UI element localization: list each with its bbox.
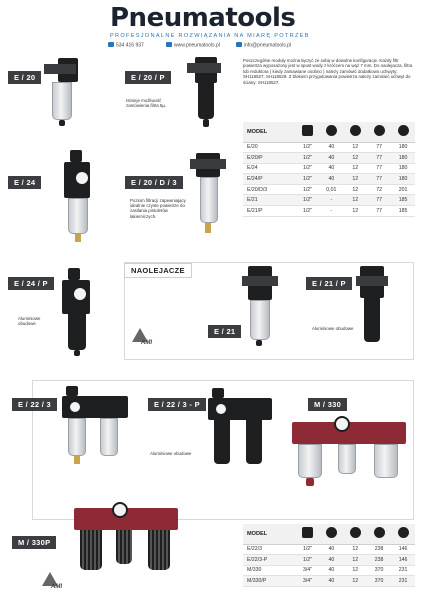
website-contact[interactable] bbox=[166, 42, 220, 49]
table-cell: 185 bbox=[391, 195, 415, 206]
table-cell: M/330/P bbox=[243, 576, 296, 587]
table-cell: 72 bbox=[367, 184, 391, 195]
email-contact[interactable] bbox=[236, 42, 291, 49]
table-cell: 40 bbox=[319, 576, 343, 587]
table-cell: 12 bbox=[343, 142, 367, 153]
label-e20d3: E / 20 / D / 3 bbox=[125, 176, 183, 189]
table-cell: 1/2" bbox=[296, 153, 320, 164]
table-row bbox=[243, 206, 415, 217]
note-e21p: Aluminiowe obudowe bbox=[312, 326, 354, 331]
phone-contact bbox=[108, 42, 144, 49]
table-cell: 238 bbox=[367, 544, 391, 555]
pressure-icon bbox=[350, 527, 361, 538]
table-cell: E/21 bbox=[243, 195, 296, 206]
label-naolejacze: NAOLEJACZE bbox=[124, 263, 192, 278]
table-row bbox=[243, 184, 415, 195]
thread-header bbox=[296, 122, 320, 142]
table-cell: E/21/P bbox=[243, 206, 296, 217]
product-image-e223p bbox=[208, 388, 276, 480]
table-cell: 12 bbox=[343, 153, 367, 164]
table-cell: 146 bbox=[391, 555, 415, 566]
table-cell: 12 bbox=[343, 174, 367, 185]
table-cell: 0,01 bbox=[319, 184, 343, 195]
globe-icon bbox=[166, 42, 172, 47]
phone-icon bbox=[108, 42, 114, 47]
table-cell: 77 bbox=[367, 153, 391, 164]
ami-logo-bottom: AMI bbox=[42, 572, 72, 592]
table-cell: 1/2" bbox=[296, 206, 320, 217]
note-e223p: Aluminiowe obudowe bbox=[150, 451, 192, 456]
mail-icon bbox=[236, 42, 242, 47]
table-cell: 77 bbox=[367, 174, 391, 185]
table-cell: - bbox=[319, 206, 343, 217]
spec-table-filters-body bbox=[243, 142, 415, 216]
spec-table-combo bbox=[243, 524, 415, 587]
height-header bbox=[367, 524, 391, 544]
height-icon bbox=[374, 125, 385, 136]
table-cell: 40 bbox=[319, 174, 343, 185]
table-cell: 180 bbox=[391, 163, 415, 174]
table-cell: 1/2" bbox=[296, 184, 320, 195]
table-cell: 12 bbox=[343, 576, 367, 587]
table-cell: 231 bbox=[391, 576, 415, 587]
label-e20: E / 20 bbox=[8, 71, 41, 84]
table-cell: E/20 bbox=[243, 142, 296, 153]
table-cell: 1/2" bbox=[296, 555, 320, 566]
table-row bbox=[243, 142, 415, 153]
table-cell: 12 bbox=[343, 565, 367, 576]
label-m330p: M / 330P bbox=[12, 536, 56, 549]
brand-name: Pneumatools bbox=[110, 3, 296, 33]
description-text: Poszczególne moduły można łączyć ze sobą w dowolne konfiguracje. Każdy filtr powietrza wyposażony jest w spust wody z króćcem na wąż 7 mm. Do naolejacza, filtra lub reduktora ( kiedy zamawiane osobno ) należy zamówić dodatkowo uchwyty: SH118527, SH118529. Z blokiem przygotowania powietrza należy zamówić uchwyt do ściany: SH118527. bbox=[243, 58, 413, 85]
pressure-header bbox=[343, 524, 367, 544]
table-row bbox=[243, 163, 415, 174]
product-image-e20 bbox=[40, 58, 80, 128]
model-header: MODEL bbox=[243, 122, 296, 142]
table-cell: 370 bbox=[367, 565, 391, 576]
table-cell: 77 bbox=[367, 206, 391, 217]
label-e20p: E / 20 / P bbox=[125, 71, 171, 84]
note-e20d3: Poziom filtracji zapewniający idealnie czyste powietrze do zasilania pistoletów lakierniczych. bbox=[130, 198, 186, 219]
table-cell: 40 bbox=[319, 153, 343, 164]
table-row bbox=[243, 174, 415, 185]
spec-table-combo-body bbox=[243, 544, 415, 586]
label-e223: E / 22 / 3 bbox=[12, 398, 57, 411]
thread-icon bbox=[302, 125, 313, 136]
table-header-row bbox=[243, 122, 415, 142]
table-row bbox=[243, 565, 415, 576]
ami-logo: AMI bbox=[132, 328, 162, 348]
table-cell: 3/4" bbox=[296, 576, 320, 587]
table-cell: 370 bbox=[367, 576, 391, 587]
product-image-e20p bbox=[185, 57, 223, 129]
table-cell: 1/2" bbox=[296, 163, 320, 174]
table-cell: 1/2" bbox=[296, 544, 320, 555]
table-cell: 238 bbox=[367, 555, 391, 566]
table-cell: E/24 bbox=[243, 163, 296, 174]
table-cell: 77 bbox=[367, 195, 391, 206]
table-row bbox=[243, 153, 415, 164]
website-text: www.pneumatools.pl bbox=[174, 42, 220, 49]
table-cell: 231 bbox=[391, 565, 415, 576]
label-e24p: E / 24 / P bbox=[8, 277, 54, 290]
filter-icon bbox=[326, 125, 337, 136]
table-cell: E/22/3 bbox=[243, 544, 296, 555]
label-e21p: E / 21 / P bbox=[306, 277, 352, 290]
table-cell: 40 bbox=[319, 555, 343, 566]
width-header bbox=[391, 524, 415, 544]
thread-header bbox=[296, 524, 320, 544]
table-cell: 180 bbox=[391, 174, 415, 185]
product-image-m330 bbox=[292, 416, 410, 494]
page-header bbox=[0, 0, 424, 52]
product-image-e21p bbox=[356, 266, 390, 356]
model-header: MODEL bbox=[243, 524, 296, 544]
table-cell: E/22/3-P bbox=[243, 555, 296, 566]
table-cell: 1/2" bbox=[296, 174, 320, 185]
table-cell: E/20/D/3 bbox=[243, 184, 296, 195]
product-image-m330p bbox=[74, 500, 180, 580]
height-icon bbox=[374, 527, 385, 538]
table-cell: M/330 bbox=[243, 565, 296, 576]
table-cell: 1/2" bbox=[296, 195, 320, 206]
thread-icon bbox=[302, 527, 313, 538]
table-cell: E/20/P bbox=[243, 153, 296, 164]
table-cell: 77 bbox=[367, 163, 391, 174]
table-cell: 185 bbox=[391, 206, 415, 217]
label-e24: E / 24 bbox=[8, 176, 41, 189]
height-header bbox=[367, 122, 391, 142]
label-m330: M / 330 bbox=[308, 398, 347, 411]
table-row bbox=[243, 195, 415, 206]
pressure-icon bbox=[350, 125, 361, 136]
spec-table-filters bbox=[243, 122, 415, 217]
table-header-row bbox=[243, 524, 415, 544]
table-cell: 12 bbox=[343, 195, 367, 206]
table-cell: 40 bbox=[319, 565, 343, 576]
table-cell: - bbox=[319, 195, 343, 206]
table-row bbox=[243, 576, 415, 587]
table-cell: 201 bbox=[391, 184, 415, 195]
phone-text: 534 416 937 bbox=[116, 42, 144, 49]
label-e21: E / 21 bbox=[208, 325, 241, 338]
table-row bbox=[243, 544, 415, 555]
table-cell: 180 bbox=[391, 142, 415, 153]
table-cell: 12 bbox=[343, 184, 367, 195]
table-cell: 77 bbox=[367, 142, 391, 153]
table-cell: 12 bbox=[343, 555, 367, 566]
table-cell: 12 bbox=[343, 206, 367, 217]
table-cell: 40 bbox=[319, 163, 343, 174]
table-cell: 40 bbox=[319, 544, 343, 555]
product-image-e21 bbox=[242, 266, 280, 356]
table-cell: 146 bbox=[391, 544, 415, 555]
width-icon bbox=[398, 125, 409, 136]
width-icon bbox=[398, 527, 409, 538]
pressure-header bbox=[343, 122, 367, 142]
product-image-e223 bbox=[62, 386, 132, 482]
table-cell: 1/2" bbox=[296, 142, 320, 153]
tagline: PROFESJONALNE ROZWIĄZANIA NA MIARĘ POTRZEB bbox=[110, 33, 310, 39]
note-e20p: Istnieje możliwość zamówienia filtra 5µ. bbox=[126, 98, 167, 109]
product-image-e20d3 bbox=[190, 153, 230, 243]
filtration-header bbox=[319, 122, 343, 142]
table-cell: 40 bbox=[319, 142, 343, 153]
product-image-e24 bbox=[60, 150, 98, 250]
note-e24p: Aluminiowe obudowe bbox=[18, 316, 41, 327]
width-header bbox=[391, 122, 415, 142]
product-image-e24p bbox=[60, 268, 94, 358]
table-cell: 180 bbox=[391, 153, 415, 164]
label-e223p: E / 22 / 3 - P bbox=[148, 398, 206, 411]
table-cell: 12 bbox=[343, 163, 367, 174]
table-row bbox=[243, 555, 415, 566]
brand-logo bbox=[110, 3, 295, 33]
table-cell: E/24/P bbox=[243, 174, 296, 185]
filtration-header bbox=[319, 524, 343, 544]
email-text: info@pneumatools.pl bbox=[244, 42, 292, 49]
filter-icon bbox=[326, 527, 337, 538]
table-cell: 3/4" bbox=[296, 565, 320, 576]
table-cell: 12 bbox=[343, 544, 367, 555]
